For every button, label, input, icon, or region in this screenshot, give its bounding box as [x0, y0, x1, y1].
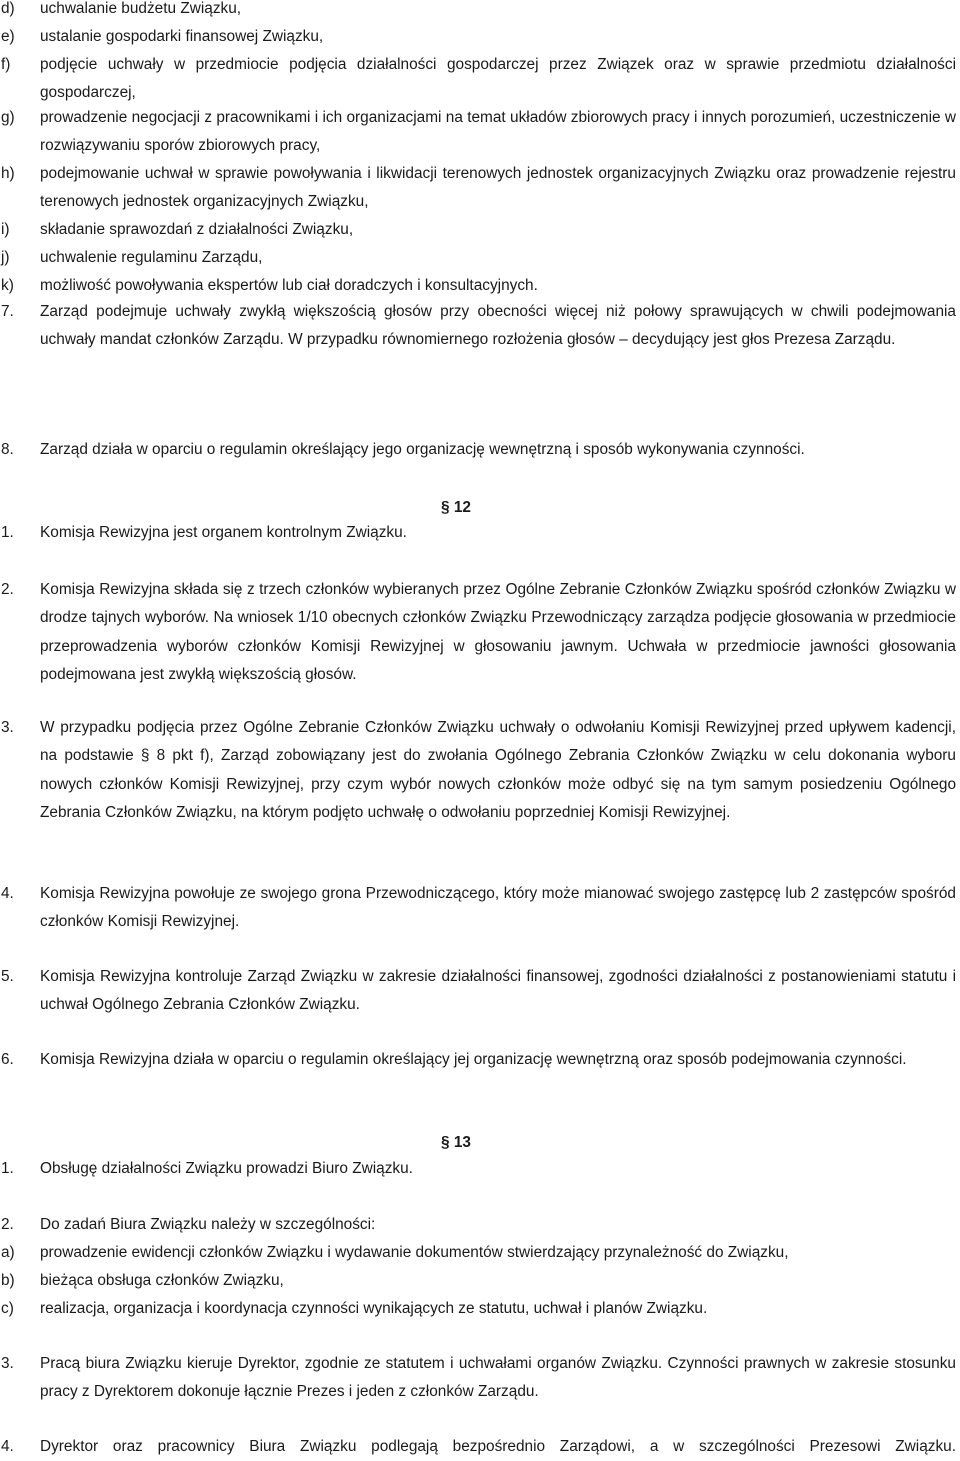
list-item-13-a: [0, 1239, 956, 1267]
list-marker: 4.: [1, 885, 14, 902]
list-item-f: [0, 51, 956, 108]
paragraph-text: Komisja Rewizyjna powołuje ze swojego grona Przewodniczącego, który może mianować swojego zastępcę lub 2 zastępców spośród członków Komisji Rewizyjnej.: [40, 885, 956, 931]
list-marker: 1.: [1, 1160, 14, 1177]
list-item-text: prowadzenie negocjacji z pracownikami i ich organizacjami na temat układów zbiorowych pracy i innych porozumień, uczestniczenie w rozwiązywaniu sporów zbiorowych pracy,: [40, 109, 956, 155]
list-item-text: realizacja, organizacja i koordynacja czynności wynikających ze statutu, uchwał i planów Związku.: [40, 1300, 708, 1317]
list-item-text: uchwalenie regulaminu Zarządu,: [40, 249, 263, 266]
list-marker: k): [1, 277, 14, 294]
paragraph-12-1: [0, 519, 956, 547]
paragraph-text: Dyrektor oraz pracownicy Biura Związku podlegają bezpośrednio Zarządowi, a w szczególności Prezesowi Związku.: [40, 1438, 956, 1455]
list-item-h: [0, 160, 956, 217]
list-marker: 6.: [1, 1051, 14, 1068]
list-item-text: uchwalanie budżetu Związku,: [40, 0, 242, 17]
paragraph-13-2: [0, 1211, 956, 1239]
section-heading-13: § 13: [441, 1134, 471, 1151]
list-item-text: możliwość powoływania ekspertów lub ciał doradczych i konsultacyjnych.: [40, 277, 538, 294]
list-marker: a): [1, 1244, 15, 1261]
list-marker: d): [1, 0, 15, 17]
list-marker: 3.: [1, 719, 14, 736]
list-marker: b): [1, 1272, 15, 1289]
paragraph-text: Komisja Rewizyjna składa się z trzech członków wybieranych przez Ogólne Zebranie Członków Związku spośród członków Związku w drodze tajnych wyborów. Na wniosek 1/10 obecnych członków Związku Przewodniczący zarządza podjęcie głosowania w przedmiocie przeprowadzenia wyborów członków Komisji Rewizyjnej w głosowaniu jawnym. Uchwała w przedmiocie jawności głosowania podejmowana jest zwykłą większością głosów.: [40, 581, 956, 683]
section-heading-12: § 12: [441, 499, 471, 516]
list-item-j: [0, 244, 956, 272]
paragraph-12-2: [0, 576, 956, 689]
list-marker: 1.: [1, 524, 14, 541]
paragraph-8: [0, 436, 956, 464]
paragraph-text: Pracą biura Związku kieruje Dyrektor, zgodnie ze statutem i uchwałami organów Związku. Czynności prawnych w zakresie stosunku pracy z Dyrektorem dokonuje łącznie Prezes i jeden z członków Zarządu.: [40, 1355, 956, 1401]
paragraph-text: Do zadań Biura Związku należy w szczególności:: [40, 1216, 376, 1233]
list-marker: g): [1, 109, 15, 126]
list-item-text: podjęcie uchwały w przedmiocie podjęcia działalności gospodarczej przez Związek oraz w sprawie przedmiotu działalności gospodarczej,: [40, 56, 956, 102]
list-item-e: [0, 23, 956, 51]
list-marker: 8.: [1, 441, 14, 458]
list-marker: 5.: [1, 968, 14, 985]
list-item-text: prowadzenie ewidencji członków Związku i wydawanie dokumentów stwierdzający przynależność do Związku,: [40, 1244, 789, 1261]
list-item-text: ustalanie gospodarki finansowej Związku,: [40, 28, 324, 45]
paragraph-text: Komisja Rewizyjna jest organem kontrolnym Związku.: [40, 524, 407, 541]
paragraph-text: Zarząd działa w oparciu o regulamin określający jego organizację wewnętrzną i sposób wykonywania czynności.: [40, 441, 805, 458]
list-marker: 7.: [1, 303, 14, 320]
list-marker: h): [1, 165, 15, 182]
paragraph-text: Obsługę działalności Związku prowadzi Biuro Związku.: [40, 1160, 413, 1177]
list-marker: 3.: [1, 1355, 14, 1372]
list-marker: e): [1, 28, 15, 45]
paragraph-text: Zarząd podejmuje uchwały zwykłą większością głosów przy obecności więcej niż połowy sprawujących w chwili podejmowania uchwały mandat członków Zarządu. W przypadku równomiernego rozłożenia głosów – decydujący jest głos Prezesa Zarządu.: [40, 303, 956, 349]
list-marker: i): [1, 221, 10, 238]
paragraph-12-6: [0, 1046, 956, 1074]
paragraph-7: [0, 298, 956, 355]
list-marker: 4.: [1, 1438, 14, 1455]
list-marker: f): [1, 56, 11, 73]
list-item-13-c: [0, 1295, 956, 1323]
list-item-text: podejmowanie uchwał w sprawie powoływania i likwidacji terenowych jednostek organizacyjnych Związku oraz prowadzenie rejestru terenowych jednostek organizacyjnych Związku,: [40, 165, 956, 211]
paragraph-13-1: [0, 1155, 956, 1183]
list-item-k: [0, 272, 956, 300]
list-marker: 2.: [1, 1216, 14, 1233]
list-item-text: bieżąca obsługa członków Związku,: [40, 1272, 284, 1289]
list-item-d: [0, 0, 956, 23]
list-item-i: [0, 216, 956, 244]
paragraph-12-5: [0, 963, 956, 1020]
paragraph-12-4: [0, 880, 956, 937]
list-marker: 2.: [1, 581, 14, 598]
paragraph-13-4: [0, 1433, 956, 1461]
paragraph-12-3: [0, 714, 956, 827]
list-item-text: składanie sprawozdań z działalności Związku,: [40, 221, 354, 238]
paragraph-text: W przypadku podjęcia przez Ogólne Zebranie Członków Związku uchwały o odwołaniu Komisji Rewizyjnej przed upływem kadencji, na podstawie § 8 pkt f), Zarząd zobowiązany jest do zwołania Ogólnego Zebrania Członków Związku w celu dokonania wyboru nowych członków Komisji Rewizyjnej, przy czym wybór nowych członków może odbyć się na tym samym posiedzeniu Ogólnego Zebrania Członków Związku, na którym podjęto uchwałę o odwołaniu poprzedniej Komisji Rewizyjnej.: [40, 719, 956, 821]
list-marker: c): [1, 1300, 14, 1317]
list-item-g: [0, 104, 956, 161]
paragraph-text: Komisja Rewizyjna kontroluje Zarząd Związku w zakresie działalności finansowej, zgodności działalności z postanowieniami statutu i uchwał Ogólnego Zebrania Członków Związku.: [40, 968, 956, 1014]
paragraph-13-3: [0, 1350, 956, 1407]
list-marker: j): [1, 249, 10, 266]
list-item-13-b: [0, 1267, 956, 1295]
paragraph-text: Komisja Rewizyjna działa w oparciu o regulamin określający jej organizację wewnętrzną oraz sposób podejmowania czynności.: [40, 1051, 907, 1068]
